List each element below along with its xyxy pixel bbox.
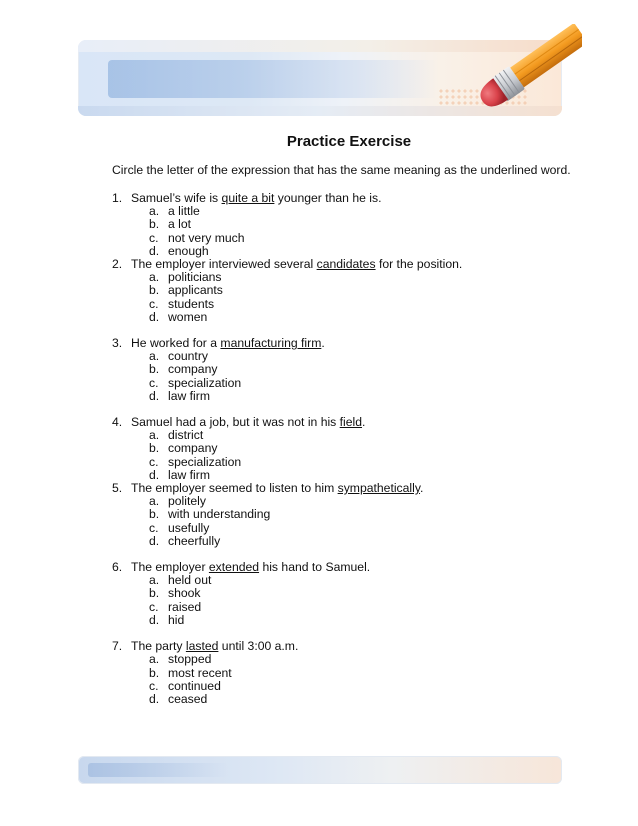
option-text: raised xyxy=(168,599,202,614)
question-7 xyxy=(112,640,582,706)
page-title: Practice Exercise xyxy=(286,133,412,150)
option-letter: b. xyxy=(149,362,160,377)
option-letter: b. xyxy=(149,665,160,680)
option-text: company xyxy=(168,441,218,456)
option-text: students xyxy=(168,296,215,311)
question-5 xyxy=(112,482,582,548)
option-item[interactable] xyxy=(112,284,582,297)
option-letter: d. xyxy=(149,691,160,706)
option-item[interactable] xyxy=(112,522,582,535)
question-text-after: until 3:00 a.m. xyxy=(218,639,299,654)
question-3 xyxy=(112,337,582,403)
option-text: a little xyxy=(168,204,200,219)
question-text-after: . xyxy=(362,415,366,430)
question-text-after: his hand to Samuel. xyxy=(259,560,371,575)
option-letter: b. xyxy=(149,586,160,601)
option-letter: d. xyxy=(149,612,160,627)
option-item[interactable] xyxy=(112,653,582,666)
option-letter: d. xyxy=(149,533,160,548)
option-letter: d. xyxy=(149,243,160,258)
option-text: specialization xyxy=(168,454,242,469)
option-text: women xyxy=(168,309,208,324)
underlined-word: extended xyxy=(208,560,260,575)
underlined-word: manufacturing firm xyxy=(220,336,322,351)
option-letter: c. xyxy=(149,678,159,693)
option-item[interactable] xyxy=(112,232,582,245)
underlined-word: candidates xyxy=(316,257,376,272)
option-item[interactable] xyxy=(112,693,582,706)
option-text: politicians xyxy=(168,270,222,285)
option-item[interactable] xyxy=(112,377,582,390)
underlined-word: sympathetically xyxy=(337,481,421,496)
option-letter: c. xyxy=(149,599,159,614)
option-letter: a. xyxy=(149,270,160,285)
option-item[interactable] xyxy=(112,587,582,600)
option-letter: c. xyxy=(149,375,159,390)
option-item[interactable] xyxy=(112,390,582,403)
option-letter: d. xyxy=(149,467,160,482)
underlined-word: field xyxy=(339,415,363,430)
option-letter: c. xyxy=(149,520,159,535)
header-ribbon xyxy=(108,60,438,98)
option-letter: b. xyxy=(149,507,160,522)
option-letter: a. xyxy=(149,652,160,667)
option-text: politely xyxy=(168,494,206,509)
pencil-body xyxy=(509,24,582,88)
option-letter: a. xyxy=(149,573,160,588)
question-number: 1. xyxy=(112,191,123,205)
option-text: usefully xyxy=(168,520,210,535)
underlined-word: quite a bit xyxy=(221,191,275,205)
option-letter: a. xyxy=(149,204,160,219)
option-item[interactable] xyxy=(112,298,582,311)
question-text-before: Samuel had a job, but it was not in his xyxy=(131,415,340,430)
question-2 xyxy=(112,258,582,324)
option-text: country xyxy=(168,349,208,364)
question-text xyxy=(131,337,325,350)
question-number: 7. xyxy=(112,639,123,654)
option-letter: c. xyxy=(149,230,159,245)
option-text: law firm xyxy=(168,467,210,482)
option-letter: d. xyxy=(149,309,160,324)
option-text: enough xyxy=(168,243,209,258)
pencil-eraser-icon xyxy=(462,24,582,124)
question-text-after: younger than he is. xyxy=(274,191,382,205)
underlined-word: lasted xyxy=(185,639,219,654)
option-letter: b. xyxy=(149,283,160,298)
footer-banner xyxy=(78,756,562,784)
question-number: 2. xyxy=(112,257,123,272)
option-item[interactable] xyxy=(112,456,582,469)
footer-ribbon xyxy=(88,763,228,777)
question-text-before: The employer xyxy=(131,560,209,575)
option-item[interactable] xyxy=(112,508,582,521)
option-text: ceased xyxy=(168,691,208,706)
question-text-before: The employer seemed to listen to him xyxy=(131,481,338,496)
question-number: 5. xyxy=(112,481,123,496)
question-text-after: . xyxy=(321,336,325,351)
option-text: continued xyxy=(168,678,221,693)
question-number: 4. xyxy=(112,415,123,430)
option-text: most recent xyxy=(168,665,232,680)
question-text-before: The employer interviewed several xyxy=(131,257,317,272)
option-letter: d. xyxy=(149,388,160,403)
option-letter: b. xyxy=(149,217,160,232)
option-item[interactable] xyxy=(112,363,582,376)
question-text-before: The party xyxy=(131,639,186,654)
option-item[interactable] xyxy=(112,680,582,693)
option-item[interactable] xyxy=(112,601,582,614)
question-6 xyxy=(112,561,582,627)
option-text: law firm xyxy=(168,388,210,403)
option-text: applicants xyxy=(168,283,223,298)
option-item[interactable] xyxy=(112,667,582,680)
option-letter: a. xyxy=(149,349,160,364)
question-text-before: He worked for a xyxy=(131,336,221,351)
option-text: held out xyxy=(168,573,212,588)
option-text: a lot xyxy=(168,217,192,232)
option-letter: a. xyxy=(149,494,160,509)
option-text: specialization xyxy=(168,375,242,390)
exercise-content xyxy=(112,131,582,706)
option-letter: a. xyxy=(149,428,160,443)
option-letter: c. xyxy=(149,296,159,311)
option-text: with understanding xyxy=(168,507,271,522)
option-text: company xyxy=(168,362,218,377)
option-text: hid xyxy=(168,612,185,627)
question-text-before: Samuel’s wife is xyxy=(131,191,222,205)
question-text-after: for the position. xyxy=(375,257,463,272)
option-text: not very much xyxy=(168,230,245,245)
option-item[interactable] xyxy=(112,442,582,455)
question-4 xyxy=(112,416,582,482)
question-text xyxy=(131,561,370,574)
question-number: 6. xyxy=(112,560,123,575)
option-item[interactable] xyxy=(112,218,582,231)
option-text: shook xyxy=(168,586,201,601)
option-item[interactable] xyxy=(112,311,582,324)
question-1 xyxy=(112,192,582,258)
option-letter: b. xyxy=(149,441,160,456)
option-text: stopped xyxy=(168,652,212,667)
instructions-text: Circle the letter of the expression that has the same meaning as the underlined word. xyxy=(112,163,571,177)
option-text: district xyxy=(168,428,204,443)
question-text xyxy=(131,416,365,429)
option-item[interactable] xyxy=(112,614,582,627)
option-text: cheerfully xyxy=(168,533,221,548)
question-number: 3. xyxy=(112,336,123,351)
question-text-after: . xyxy=(420,481,424,496)
option-letter: c. xyxy=(149,454,159,469)
option-item[interactable] xyxy=(112,535,582,548)
